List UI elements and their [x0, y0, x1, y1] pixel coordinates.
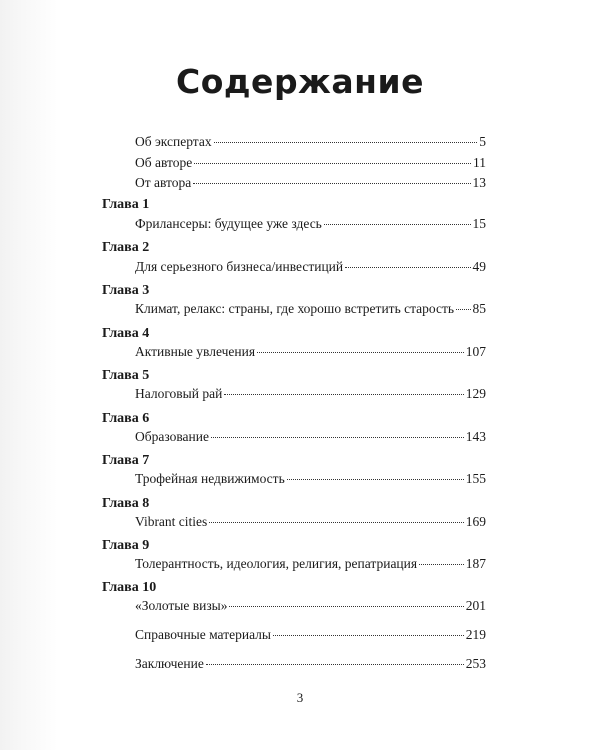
toc-entry-title: Налоговый рай	[135, 386, 223, 401]
dot-leader	[345, 267, 470, 268]
toc-entry-page: 155	[465, 471, 486, 486]
dot-leader	[194, 163, 471, 164]
toc-entry-chapter-8[interactable]	[135, 514, 486, 530]
toc-entry-page: 49	[472, 259, 486, 274]
dot-leader	[214, 142, 478, 143]
chapter-label-4: Глава 4	[102, 326, 150, 341]
chapter-label-5: Глава 5	[102, 368, 150, 383]
toc-entry-about-author[interactable]	[135, 155, 486, 171]
dot-leader	[211, 437, 464, 438]
toc-entry-title: Толерантность, идеология, религия, репатриация	[135, 556, 418, 571]
toc-entry-title: Трофейная недвижимость	[135, 471, 285, 486]
toc-entry-title: Vibrant cities	[135, 514, 208, 529]
toc-entry-chapter-2[interactable]	[135, 259, 486, 275]
dot-leader	[206, 664, 464, 665]
toc-entry-page: 143	[465, 429, 486, 444]
toc-entry-page: 13	[472, 175, 486, 190]
toc-entry-title: Справочные материалы	[135, 627, 271, 642]
toc-entry-chapter-7[interactable]	[135, 471, 486, 487]
page-title: Содержание	[176, 62, 424, 101]
chapter-label-2: Глава 2	[102, 240, 150, 255]
toc-entry-reference-materials[interactable]	[135, 627, 486, 643]
dot-leader	[287, 479, 464, 480]
chapter-label-3: Глава 3	[102, 283, 150, 298]
toc-entry-page: 15	[472, 216, 486, 231]
toc-entry-page: 187	[465, 556, 486, 571]
toc-entry-chapter-9[interactable]	[135, 556, 486, 572]
dot-leader	[209, 522, 463, 523]
chapter-label-7: Глава 7	[102, 453, 150, 468]
toc-entry-title: Климат, релакс: страны, где хорошо встретить старость	[135, 301, 455, 316]
toc-entry-page: 129	[465, 386, 486, 401]
toc-entry-page: 11	[473, 155, 486, 170]
toc-entry-chapter-6[interactable]	[135, 429, 486, 445]
toc-entry-page: 219	[465, 627, 486, 642]
toc-entry-from-author[interactable]	[135, 175, 486, 191]
toc-entry-title: Образование	[135, 429, 209, 444]
toc-entry-chapter-5[interactable]	[135, 386, 486, 402]
toc-entry-page: 5	[479, 134, 486, 149]
toc-entry-page: 107	[465, 344, 486, 359]
toc-entry-title: «Золотые визы»	[135, 598, 228, 613]
toc-entry-title: Для серьезного бизнеса/инвестиций	[135, 259, 344, 274]
toc-entry-page: 169	[465, 514, 486, 529]
toc-entry-chapter-4[interactable]	[135, 344, 486, 360]
toc-entry-about-experts[interactable]	[135, 134, 486, 150]
toc-entry-title: От автора	[135, 175, 192, 190]
page-number: 3	[296, 690, 304, 705]
dot-leader	[324, 224, 471, 225]
toc-entry-chapter-1[interactable]	[135, 216, 486, 232]
toc-entry-title: Фрилансеры: будущее уже здесь	[135, 216, 322, 231]
toc-entry-page: 85	[472, 301, 486, 316]
chapter-label-1: Глава 1	[102, 197, 150, 212]
chapter-label-8: Глава 8	[102, 496, 150, 511]
toc-entry-page: 253	[465, 656, 486, 671]
dot-leader	[257, 352, 464, 353]
chapter-label-6: Глава 6	[102, 411, 150, 426]
chapter-label-9: Глава 9	[102, 538, 150, 553]
dot-leader	[224, 394, 463, 395]
chapter-label-10: Глава 10	[102, 580, 157, 595]
dot-leader	[193, 183, 470, 184]
dot-leader	[229, 606, 463, 607]
toc-entry-title: Об авторе	[135, 155, 193, 170]
dot-leader	[456, 309, 470, 310]
toc-entry-title: Заключение	[135, 656, 204, 671]
toc-entry-page: 201	[465, 598, 486, 613]
toc-entry-title: Активные увлечения	[135, 344, 256, 359]
toc-entry-chapter-10[interactable]	[135, 598, 486, 614]
dot-leader	[419, 564, 464, 565]
toc-entry-conclusion[interactable]	[135, 656, 486, 672]
toc-entry-title: Об экспертах	[135, 134, 212, 149]
dot-leader	[273, 635, 464, 636]
toc-entry-chapter-3[interactable]	[135, 301, 486, 317]
